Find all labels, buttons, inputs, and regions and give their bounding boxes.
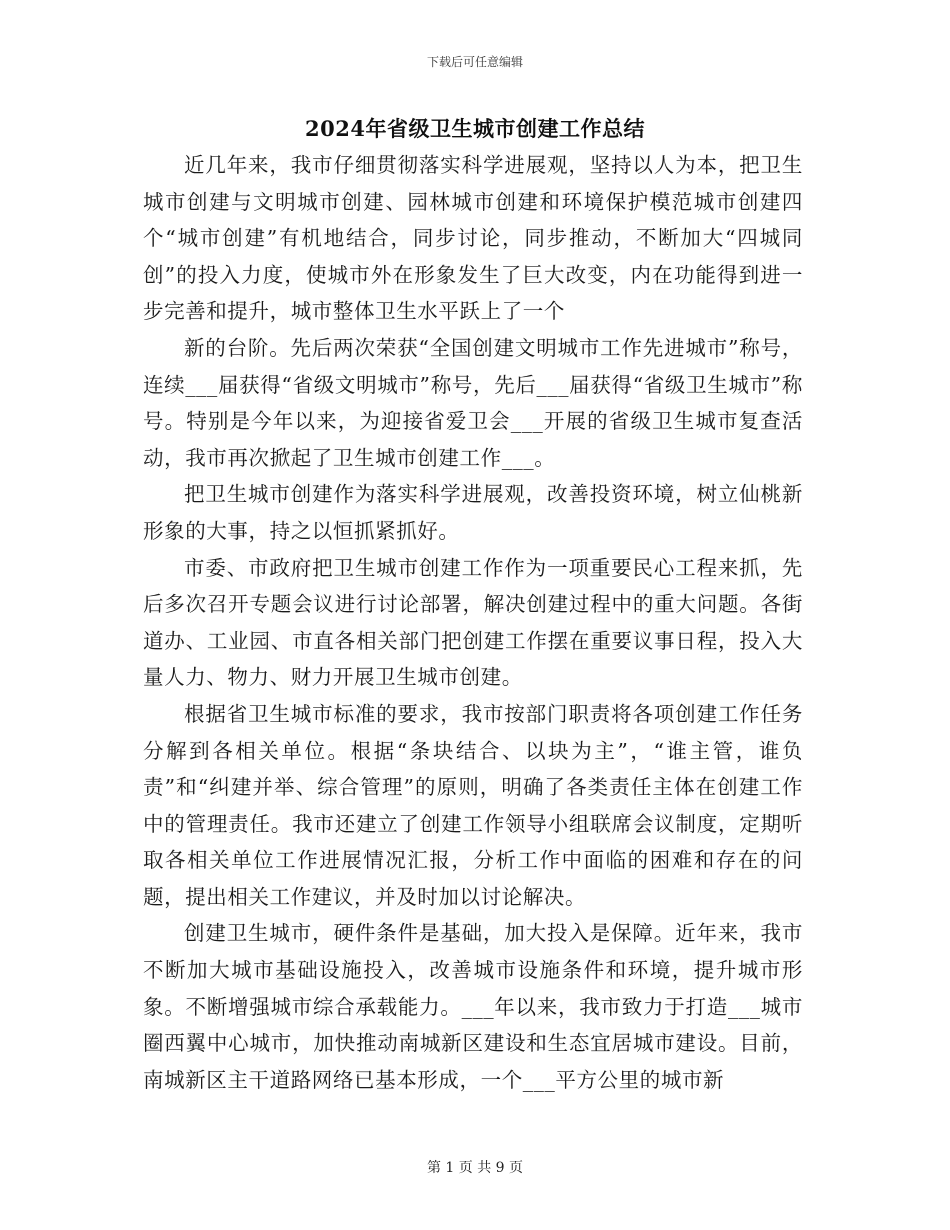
paragraph-1: 近几年来，我市仔细贯彻落实科学进展观，坚持以人为本，把卫生城市创建与文明城市创建、园林城市创建和环境保护模范城市创建四个“城市创建”有机地结合，同步讨论，同步推动，不断加大“四城同创”的投入力度，使城市外在形象发生了巨大改变，内在功能得到进一步完善和提升，城市整体卫生水平跃上了一个 xyxy=(143,153,803,324)
document-body xyxy=(143,147,803,1098)
paragraph-2: 新的台阶。先后两次荣获“全国创建文明城市工作先进城市”称号，连续___届获得“省级文明城市”称号，先后___届获得“省级卫生城市”称号。特别是今年以来，为迎接省爱卫会___开展的省级卫生城市复查活动，我市再次掀起了卫生城市创建工作___。 xyxy=(143,335,803,470)
paragraph-4: 市委、市政府把卫生城市创建工作作为一项重要民心工程来抓，先后多次召开专题会议进行讨论部署，解决创建过程中的重大问题。各街道办、工业园、市直各相关部门把创建工作摆在重要议事日程，投入大量人力、物力、财力开展卫生城市创建。 xyxy=(143,555,803,690)
page-header-note: 下载后可任意编辑 xyxy=(426,55,523,69)
document-title: 2024年省级卫生城市创建工作总结 xyxy=(305,116,645,141)
page-number: 第 1 页 共 9 页 xyxy=(426,1160,524,1176)
paragraph-3: 把卫生城市创建作为落实科学进展观，改善投资环境，树立仙桃新形象的大事，持之以恒抓紧抓好。 xyxy=(143,482,803,543)
paragraph-5: 根据省卫生城市标准的要求，我市按部门职责将各项创建工作任务分解到各相关单位。根据“条块结合、以块为主”，“谁主管，谁负责”和“纠建并举、综合管理”的原则，明确了各类责任主体在创建工作中的管理责任。我市还建立了创建工作领导小组联席会议制度，定期听取各相关单位工作进展情况汇报，分析工作中面临的困难和存在的问题，提出相关工作建议，并及时加以讨论解决。 xyxy=(143,701,803,909)
paragraph-6: 创建卫生城市，硬件条件是基础，加大投入是保障。近年来，我市不断加大城市基础设施投入，改善城市设施条件和环境，提升城市形象。不断增强城市综合承载能力。___年以来，我市致力于打造___城市圈西翼中心城市，加快推动南城新区建设和生态宜居城市建设。目前，南城新区主干道路网络已基本形成，一个___平方公里的城市新 xyxy=(143,921,803,1092)
